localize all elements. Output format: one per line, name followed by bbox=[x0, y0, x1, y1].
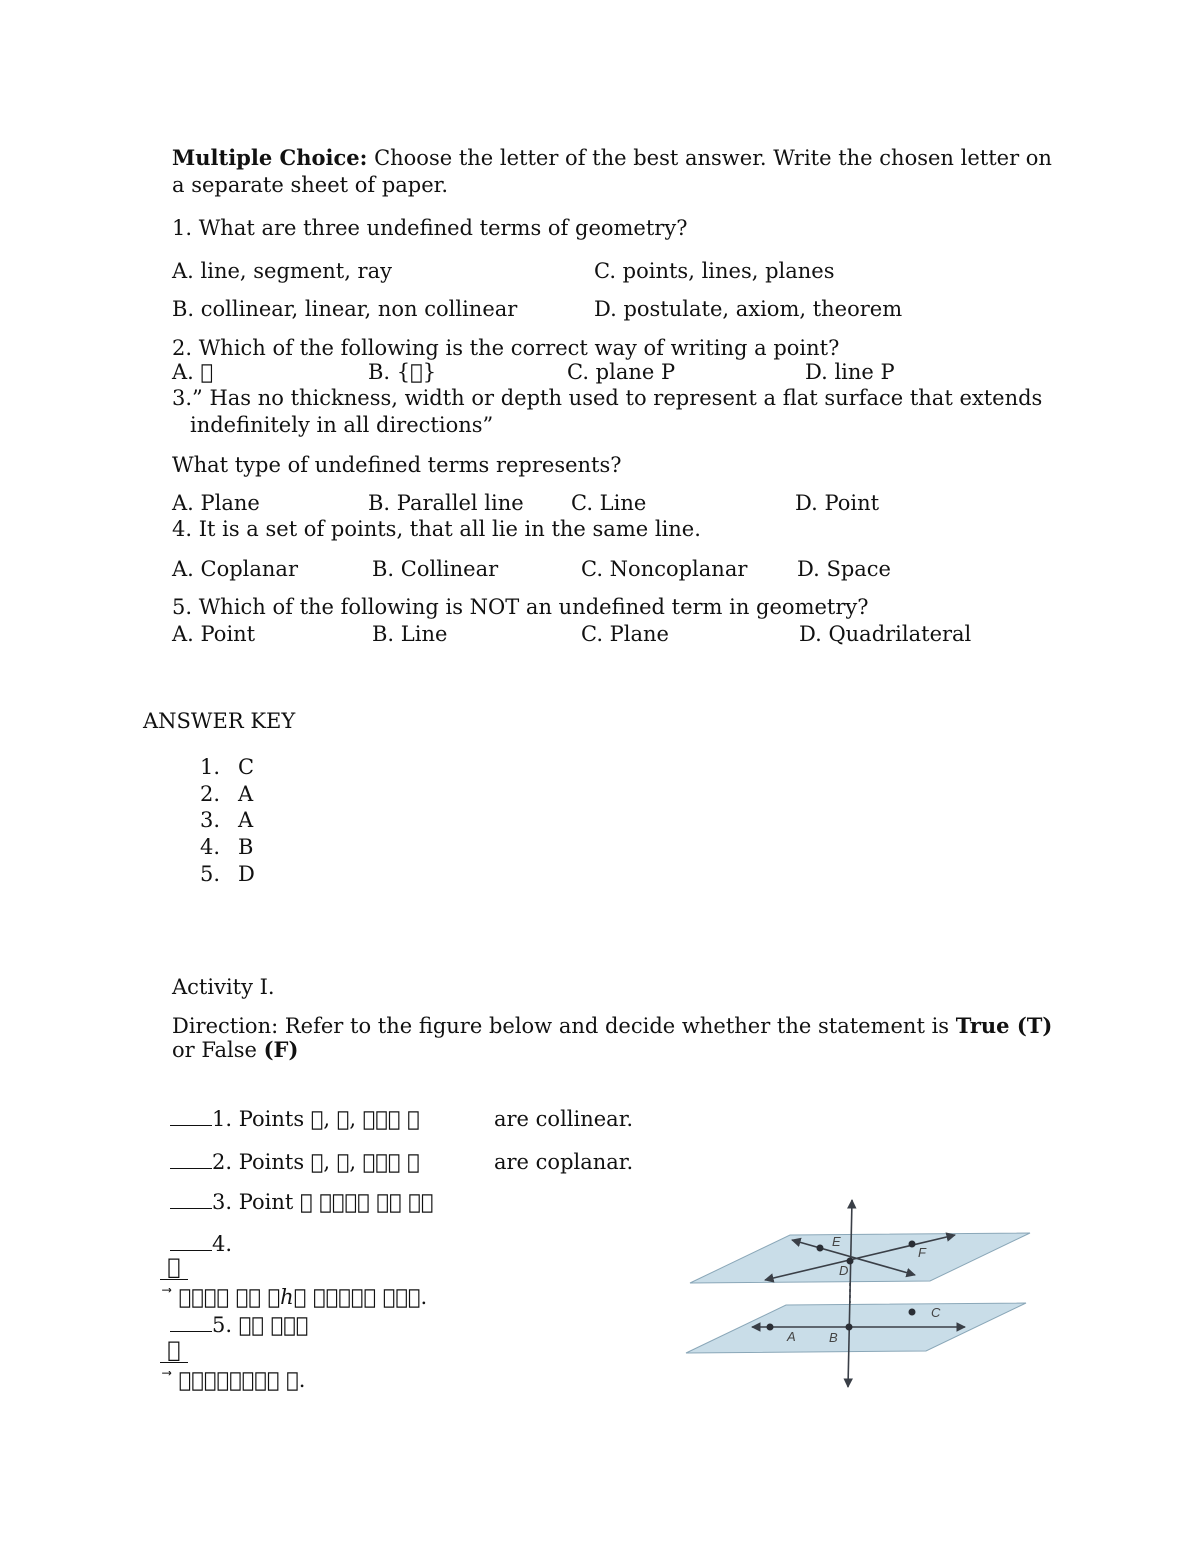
mc-instruction: Choose the letter of the best answer. Write the chosen letter on bbox=[374, 146, 1052, 170]
q1-choice-b: B. collinear, linear, non collinear bbox=[172, 297, 518, 321]
q2-choice-c: C. plane P bbox=[567, 360, 676, 384]
q3-choice-a: A. Plane bbox=[172, 491, 260, 515]
mc-instruction-line-1 bbox=[172, 145, 1052, 171]
q3-stem-line-2: indefinitely in all directions” bbox=[190, 413, 494, 437]
statement-3-label: 3. Point              bbox=[212, 1190, 434, 1214]
answer-blank[interactable] bbox=[170, 1313, 212, 1332]
q3-choice-d: D. Point bbox=[795, 491, 880, 515]
q5-choice-c: C. Plane bbox=[581, 622, 669, 646]
activity-direction-true: True (T) bbox=[955, 1013, 1053, 1038]
statement-2-tail: are coplanar. bbox=[494, 1150, 634, 1174]
point-c bbox=[909, 1309, 916, 1316]
q2-choice-d: D. line P bbox=[805, 360, 895, 384]
statement-5-text: ⃗           . bbox=[172, 1368, 306, 1392]
statement-4-text: ⃗          ℎ           . bbox=[172, 1285, 428, 1309]
answer-key-item bbox=[186, 807, 253, 833]
activity-title: Activity I. bbox=[172, 975, 275, 999]
point-e bbox=[817, 1245, 824, 1252]
activity-direction-line-1 bbox=[172, 1013, 1052, 1039]
answer-key-number: 3. bbox=[199, 808, 220, 832]
q4-choice-c: C. Noncoplanar bbox=[581, 557, 748, 581]
activity-direction-text-2: or False bbox=[172, 1038, 264, 1062]
q4-choice-b: B. Collinear bbox=[372, 557, 499, 581]
statement-5-overline-symbol:   bbox=[160, 1340, 188, 1363]
q3-choice-b: B. Parallel line bbox=[368, 491, 524, 515]
answer-key-answer: A bbox=[238, 782, 254, 806]
statement-1-label: 1. Points  ,  ,       bbox=[212, 1107, 420, 1131]
label-d: D bbox=[839, 1263, 849, 1278]
statement-5 bbox=[170, 1312, 308, 1338]
q1-choice-d: D. postulate, axiom, theorem bbox=[594, 297, 903, 321]
answer-key-item bbox=[186, 754, 254, 780]
q3-stem-line-3: What type of undefined terms represents? bbox=[172, 453, 622, 477]
answer-key-number: 1. bbox=[199, 755, 220, 779]
planes-figure bbox=[680, 1195, 1040, 1395]
answer-blank[interactable] bbox=[170, 1190, 212, 1209]
answer-key-answer: B bbox=[238, 835, 254, 859]
label-f: F bbox=[918, 1245, 926, 1260]
line-db bbox=[848, 1200, 852, 1387]
bottom-plane bbox=[686, 1303, 1026, 1353]
q4-stem: 4. It is a set of points, that all lie in the same line. bbox=[172, 517, 701, 541]
answer-blank[interactable] bbox=[170, 1107, 212, 1126]
answer-key-number: 4. bbox=[199, 835, 220, 859]
point-f bbox=[909, 1241, 916, 1248]
answer-key-item bbox=[186, 834, 253, 860]
activity-direction-false: (F) bbox=[263, 1037, 299, 1062]
statement-2 bbox=[170, 1149, 420, 1175]
q2-choice-b: B. { } bbox=[368, 360, 437, 384]
q5-choice-a: A. Point bbox=[172, 622, 256, 646]
q2-stem: 2. Which of the following is the correct way of writing a point? bbox=[172, 336, 840, 360]
point-a bbox=[767, 1324, 774, 1331]
label-a: A bbox=[787, 1329, 796, 1344]
statement-1-tail: are collinear. bbox=[494, 1107, 634, 1131]
q3-choice-c: C. Line bbox=[571, 491, 647, 515]
q2-choice-a: A.   bbox=[172, 360, 214, 384]
point-b bbox=[846, 1324, 853, 1331]
q5-choice-d: D. Quadrilateral bbox=[799, 622, 972, 646]
answer-key-item bbox=[186, 781, 253, 807]
answer-key-number: 5. bbox=[199, 862, 220, 886]
label-b: B bbox=[829, 1330, 838, 1345]
q4-choice-a: A. Coplanar bbox=[172, 557, 298, 581]
statement-4-label: 4. bbox=[212, 1232, 233, 1256]
answer-key-number: 2. bbox=[199, 782, 220, 806]
statement-1 bbox=[170, 1106, 420, 1132]
statement-5-label: 5.  ⃗     bbox=[212, 1313, 309, 1337]
activity-direction-line-2 bbox=[172, 1037, 298, 1063]
answer-key-answer: D bbox=[238, 862, 255, 886]
q1-choice-a: A. line, segment, ray bbox=[172, 259, 392, 283]
q5-stem: 5. Which of the following is NOT an undefined term in geometry? bbox=[172, 595, 869, 619]
q1-choice-c: C. points, lines, planes bbox=[594, 259, 835, 283]
q5-choice-b: B. Line bbox=[372, 622, 448, 646]
answer-key-title: ANSWER KEY bbox=[143, 709, 296, 733]
answer-key-answer: C bbox=[238, 755, 255, 779]
q4-choice-d: D. Space bbox=[797, 557, 891, 581]
q3-stem-line-1: 3.” Has no thickness, width or depth used to represent a flat surface that extends bbox=[172, 386, 1043, 410]
label-e: E bbox=[832, 1234, 841, 1249]
answer-blank[interactable] bbox=[170, 1150, 212, 1169]
q1-stem: 1. What are three undefined terms of geometry? bbox=[172, 216, 688, 240]
activity-direction-text: Direction: Refer to the figure below and decide whether the statement is bbox=[172, 1014, 956, 1038]
statement-2-label: 2. Points  ,  ,       bbox=[212, 1150, 420, 1174]
mc-heading: Multiple Choice: bbox=[172, 145, 368, 170]
answer-blank[interactable] bbox=[170, 1232, 212, 1251]
statement-4-overline-symbol:   bbox=[160, 1257, 188, 1280]
answer-key-answer: A bbox=[238, 808, 254, 832]
statement-4 bbox=[170, 1231, 232, 1257]
mc-instruction-line-2: a separate sheet of paper. bbox=[172, 173, 449, 197]
label-c: C bbox=[931, 1305, 941, 1320]
answer-key-item bbox=[186, 861, 255, 887]
statement-3 bbox=[170, 1189, 433, 1215]
